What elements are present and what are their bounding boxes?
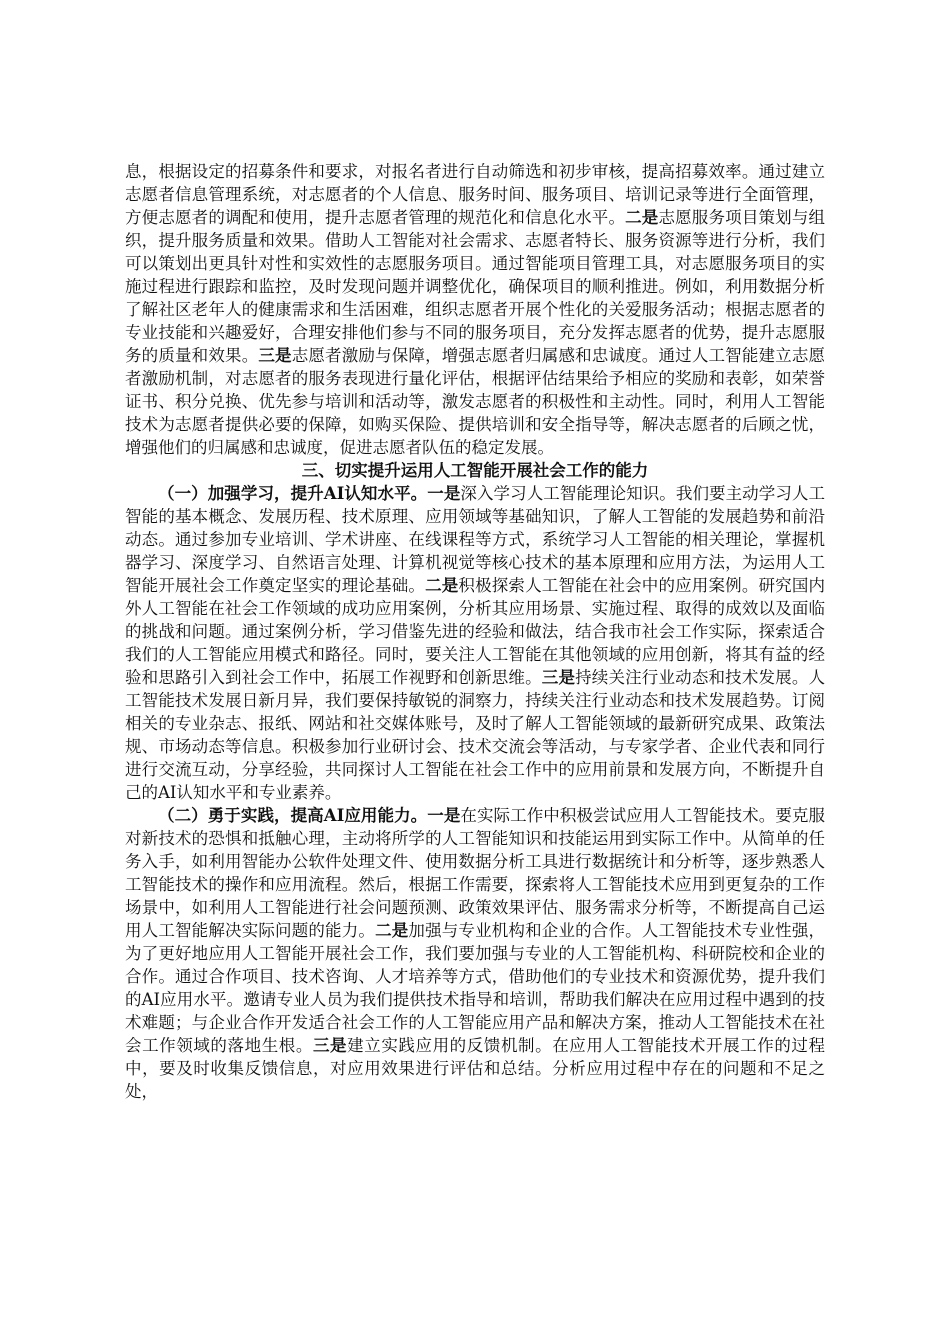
- bold-marker: 二是: [425, 576, 459, 595]
- paragraph-text: 志愿者激励与保障，增强志愿者归属感和忠诚度。通过人工智能建立志愿者激励机制，对志愿者的服务表现进行量化评估，根据评估结果给予相应的奖励和表彰，如荣誉证书、积分兑换、优先参与培训和活动等，激发志愿者的积极性和主动性。同时，利用人工智能技术为志愿者提供必要的保障，如购买保险、提供培训和安全指导等，解决志愿者的后顾之忧，增强他们的归属感和忠诚度，促进志愿者队伍的稳定发展。: [125, 346, 826, 457]
- paragraph-learning: [125, 482, 825, 804]
- bold-marker: 二是: [625, 208, 659, 227]
- paragraph-text: 持续关注行业动态和技术发展。人工智能技术发展日新月异，我们要保持敏锐的洞察力，持续关注行业动态和技术发展趋势。订阅相关的专业杂志、报纸、网站和社交媒体账号，及时了解人工智能领域的最新研究成果、政策法规、市场动态等信息。积极参加行业研讨会、技术交流会等活动，与专家学者、企业代表和同行进行交流互动，分享经验，共同探讨人工智能在社会工作中的应用前景和发展方向，不断提升自己的AI认知水平和专业素养。: [125, 668, 826, 802]
- paragraph-practice: [125, 804, 825, 1103]
- document-page: [125, 160, 825, 1103]
- paragraph-text: 深入学习人工智能理论知识。我们要主动学习人工智能的基本概念、发展历程、技术原理、应用领域等基础知识，了解人工智能的发展趋势和前沿动态。通过参加专业培训、学术讲座、在线课程等方式，系统学习人工智能的相关理论，掌握机器学习、深度学习、自然语言处理、计算机视觉等核心技术的基本原理和应用方法，为运用人工智能开展社会工作奠定坚实的理论基础。: [125, 484, 825, 595]
- section-heading: 三、切实提升运用人工智能开展社会工作的能力: [301, 461, 649, 480]
- paragraph-text: 建立实践应用的反馈机制。在应用人工智能技术开展工作的过程中，要及时收集反馈信息，对应用效果进行评估和总结。分析应用过程中存在的问题和不足之处，: [125, 1036, 826, 1101]
- paragraph-text: 在实际工作中积极尝试应用人工智能技术。要克服对新技术的恐惧和抵触心理，主动将所学的人工智能知识和技能运用到实际工作中。从简单的任务入手，如利用智能办公软件处理文件、使用数据分析工具进行数据统计和分析等，逐步熟悉人工智能技术的操作和应用流程。然后，根据工作需要，探索将人工智能技术应用到更复杂的工作场景中，如利用人工智能进行社会问题预测、政策效果评估、服务需求分析等，不断提高自己运用人工智能解决实际问题的能力。: [125, 806, 825, 940]
- bold-marker: 三是: [258, 346, 292, 365]
- bold-marker: 二是: [375, 921, 409, 940]
- paragraph-text: 志愿服务项目策划与组织，提升服务质量和效果。借助人工智能对社会需求、志愿者特长、服务资源等进行分析，我们可以策划出更具针对性和实效性的志愿服务项目。通过智能项目管理工具，对志愿服务项目的实施过程进行跟踪和监控，及时发现问题并调整优化，确保项目的顺利推进。例如，利用数据分析了解社区老年人的健康需求和生活困难，组织志愿者开展个性化的关爱服务活动；根据志愿者的专业技能和兴趣爱好，合理安排他们参与不同的服务项目，充分发挥志愿者的优势，提升志愿服务的质量和效果。: [125, 208, 826, 365]
- bold-lead: （一）加强学习，提升AI认知水平。一是: [158, 484, 461, 503]
- bold-marker: 三是: [312, 1036, 348, 1055]
- paragraph-text: 息，根据设定的招募条件和要求，对报名者进行自动筛选和初步审核，提高招募效率。通过建立志愿者信息管理系统，对志愿者的个人信息、服务时间、服务项目、培训记录等进行全面管理，方便志愿者的调配和使用，提升志愿者管理的规范化和信息化水平。: [125, 162, 825, 227]
- bold-lead: （二）勇于实践，提高AI应用能力。一是: [158, 806, 461, 825]
- paragraph-text: 积极探索人工智能在社会中的应用案例。研究国内外人工智能在社会工作领域的成功应用案例，分析其应用场景、实施过程、取得的成效以及面临的挑战和问题。通过案例分析，学习借鉴先进的经验和做法，结合我市社会工作实际，探索适合我们的人工智能应用模式和路径。同时，要关注人工智能在其他领域的应用创新，将其有益的经验和思路引入到社会工作中，拓展工作视野和创新思维。: [125, 576, 826, 687]
- bold-marker: 三是: [541, 668, 576, 687]
- paragraph-text: 加强与专业机构和企业的合作。人工智能技术专业性强，为了更好地应用人工智能开展社会工作，我们要加强与专业的人工智能机构、科研院校和企业的合作。通过合作项目、技术咨询、人才培养等方式，借助他们的专业技术和资源优势，提升我们的AI应用水平。邀请专业人员为我们提供技术指导和培训，帮助我们解决在应用过程中遇到的技术难题；与企业合作开发适合社会工作的人工智能应用产品和解决方案，推动人工智能技术在社会工作领域的落地生根。: [125, 921, 826, 1055]
- paragraph-volunteer-management: [125, 160, 825, 459]
